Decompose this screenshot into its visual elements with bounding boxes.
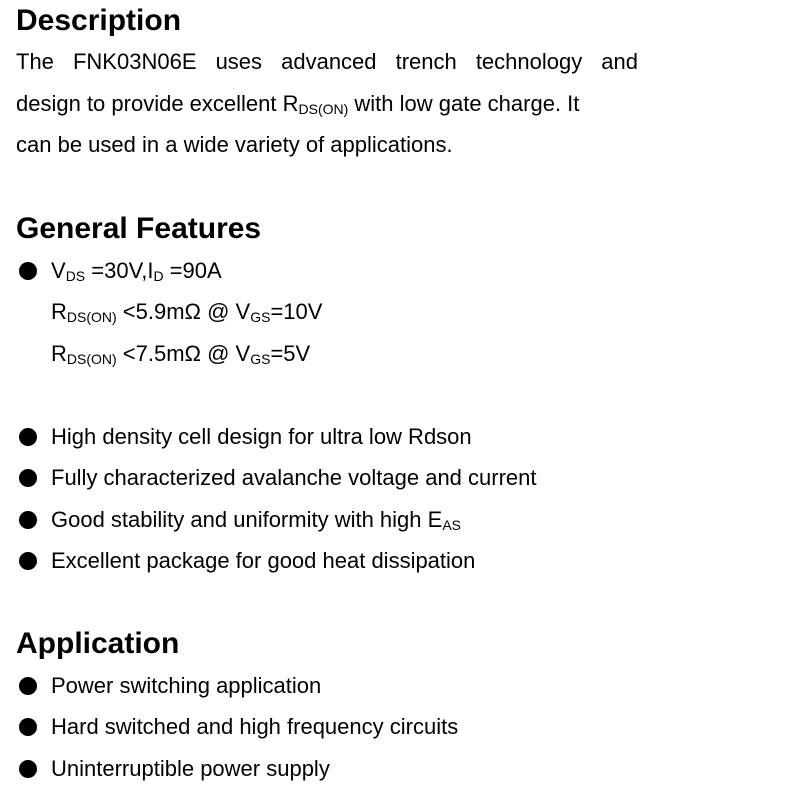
application-item: Uninterruptible power supply xyxy=(51,756,330,781)
feature-item: Excellent package for good heat dissipation xyxy=(51,548,476,573)
bullet-icon xyxy=(19,718,37,736)
description-line-2: design to provide excellent $R_{DS(ON)}$ with low gate charge. It xyxy=(16,91,580,117)
bullet-icon xyxy=(19,760,37,778)
bullet-icon xyxy=(19,262,37,280)
feature-item: High density cell design for ultra low Rdson xyxy=(51,424,472,449)
spec-rdson-5v: $R_{DS(ON)} <7.5m\Omega$ @ $V_{GS}=5V$ xyxy=(51,341,311,367)
description-line-1: The FNK03N06E uses advanced trench technology and xyxy=(16,49,639,74)
bullet-icon xyxy=(19,677,37,695)
feature-item: Good stability and uniformity with high $E_{AS}$ xyxy=(51,507,461,533)
bullet-icon xyxy=(19,511,37,529)
spec-vds-id: $V_{DS} =30V,I_D =90A$ xyxy=(51,258,222,284)
bullet-icon xyxy=(19,469,37,487)
description-line-3: can be used in a wide variety of applications. xyxy=(16,132,453,157)
spec-rdson-10v: $R_{DS(ON)} <5.9m\Omega$ @ $V_{GS}=10V$ xyxy=(51,299,323,325)
feature-item: Fully characterized avalanche voltage and current xyxy=(51,465,537,490)
description-heading: Description xyxy=(16,4,182,37)
features-heading: General Features xyxy=(16,212,262,245)
application-item: Hard switched and high frequency circuits xyxy=(51,714,459,739)
bullet-icon xyxy=(19,428,37,446)
application-heading: Application xyxy=(16,627,180,660)
application-item: Power switching application xyxy=(51,673,322,698)
bullet-icon xyxy=(19,552,37,570)
